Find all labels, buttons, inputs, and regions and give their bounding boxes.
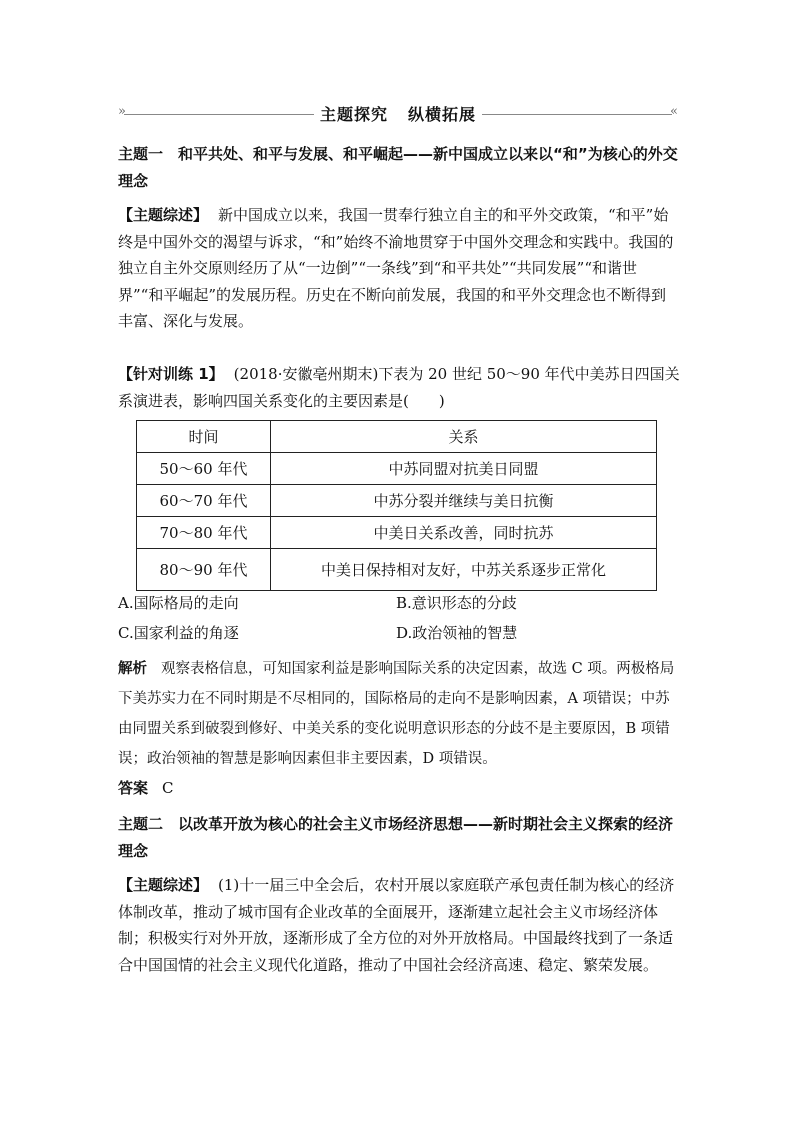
header-rule-right bbox=[482, 114, 672, 115]
table-row bbox=[137, 453, 657, 485]
table-row bbox=[137, 549, 657, 591]
option-d: D.政治领袖的智慧 bbox=[396, 624, 518, 642]
table-cell-relation: 中苏分裂并继续与美日抗衡 bbox=[271, 485, 657, 517]
analysis-text: 观察表格信息，可知国家利益是影响国际关系的决定因素，故选 C 项。两极格局下美苏实力在不同时期是不尽相同的，国际格局的走向不是影响因素，A 项错误；中苏由同盟关系到破裂到修好、中美关系的变化说明意识形态的分歧不是主要原因，B 项错误；政治领袖的智慧是影响因素但非主要因素，D 项错误。 bbox=[118, 661, 675, 767]
option-a: A.国际格局的走向 bbox=[118, 594, 239, 612]
section-header bbox=[118, 102, 678, 128]
table-cell-relation: 中美日关系改善，同时抗苏 bbox=[271, 517, 657, 549]
topic2-summary-label: 【主题综述】 bbox=[118, 876, 209, 894]
section-title-left: 主题探究 bbox=[319, 105, 388, 124]
exercise1-text: (2018·安徽亳州期末)下表为 20 世纪 50～90 年代中美苏日四国关系演进表，影响四国关系变化的主要因素是( ) bbox=[118, 365, 680, 410]
option-c: C.国家利益的角逐 bbox=[118, 624, 239, 642]
table-header-relation: 关系 bbox=[271, 421, 657, 453]
topic1-summary-label: 【主题综述】 bbox=[118, 206, 209, 224]
table-row bbox=[137, 517, 657, 549]
table-cell-time: 70～80 年代 bbox=[137, 517, 271, 549]
topic1-summary bbox=[118, 202, 680, 335]
table-cell-time: 80～90 年代 bbox=[137, 549, 271, 591]
answer-label: 答案 bbox=[118, 779, 149, 797]
topic2-summary bbox=[118, 872, 680, 978]
option-b: B.意识形态的分歧 bbox=[396, 594, 517, 612]
table-cell-time: 60～70 年代 bbox=[137, 485, 271, 517]
double-chevron-left-icon: « bbox=[670, 104, 678, 119]
table-header-row bbox=[137, 421, 657, 453]
analysis bbox=[118, 654, 682, 774]
topic2-heading: 主题二 以改革开放为核心的社会主义市场经济思想——新时期社会主义探索的经济理念 bbox=[118, 815, 674, 860]
table-cell-relation: 中美日保持相对友好，中苏关系逐步正常化 bbox=[271, 549, 657, 591]
topic1-summary-text: 新中国成立以来，我国一贯奉行独立自主的和平外交政策，“和平”始终是中国外交的渴望与诉求，“和”始终不渝地贯穿于中国外交理念和实践中。我国的独立自主外交原则经历了从“一边倒”“一条线”到“和平共处”“共同发展”“和谐世界”“和平崛起”的发展历程。历史在不断向前发展，我国的和平外交理念也不断得到丰富、深化与发展。 bbox=[118, 206, 674, 330]
answer-value: C bbox=[162, 779, 174, 797]
analysis-label: 解析 bbox=[118, 661, 147, 677]
table-row bbox=[137, 485, 657, 517]
answer bbox=[118, 777, 174, 798]
relations-table bbox=[136, 420, 657, 591]
section-title-right: 纵横拓展 bbox=[408, 105, 477, 124]
double-chevron-right-icon: » bbox=[118, 104, 126, 119]
table-cell-relation: 中苏同盟对抗美日同盟 bbox=[271, 453, 657, 485]
topic2-summary-text: (1)十一届三中全会后，农村开展以家庭联产承包责任制为核心的经济体制改革，推动了城市国有企业改革的全面展开，逐渐建立起社会主义市场经济体制；积极实行对外开放，逐渐形成了全方位的对外开放格局。中国最终找到了一条适合中国国情的社会主义现代化道路，推动了中国社会经济高速、稳定、繁荣发展。 bbox=[118, 876, 675, 974]
topic1-heading: 主题一 和平共处、和平与发展、和平崛起——新中国成立以来以“和”为核心的外交理念 bbox=[118, 145, 678, 190]
table-cell-time: 50～60 年代 bbox=[137, 453, 271, 485]
exercise1-label: 【针对训练 1】 bbox=[118, 365, 224, 383]
exercise1 bbox=[118, 361, 680, 414]
table-header-time: 时间 bbox=[137, 421, 271, 453]
